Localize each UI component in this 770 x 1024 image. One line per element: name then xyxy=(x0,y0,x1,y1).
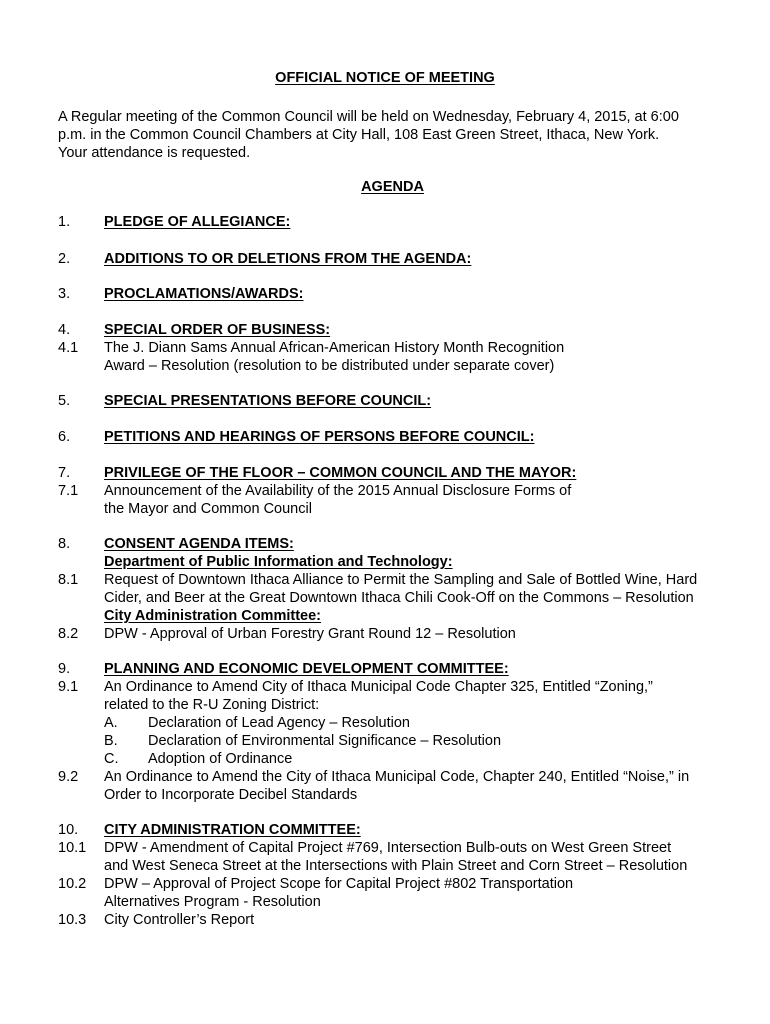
item-text-line-1: An Ordinance to Amend City of Ithaca Municipal Code Chapter 325, Entitled “Zoning,” xyxy=(104,679,653,695)
item-text-line-2: Award – Resolution (resolution to be distributed under separate cover) xyxy=(104,358,555,374)
item-text-line-1: Request of Downtown Ithaca Alliance to Permit the Sampling and Sale of Bottled Wine, Hard xyxy=(104,572,698,588)
item-text: City Controller’s Report xyxy=(104,912,255,928)
item-text-line-2: Order to Incorporate Decibel Standards xyxy=(104,787,358,803)
agenda-heading: AGENDA xyxy=(361,179,424,195)
item-heading: CONSENT AGENDA ITEMS: xyxy=(104,536,294,552)
sub-item-letter: B. xyxy=(104,733,118,749)
item-heading: SPECIAL PRESENTATIONS BEFORE COUNCIL: xyxy=(104,393,432,409)
item-number: 10.2 xyxy=(58,876,87,892)
item-heading: PROCLAMATIONS/AWARDS: xyxy=(104,286,304,302)
item-number: 7. xyxy=(58,465,71,481)
item-number: 5. xyxy=(58,393,71,409)
item-number: 10.1 xyxy=(58,840,87,856)
document-title: OFFICIAL NOTICE OF MEETING xyxy=(275,70,495,86)
item-number: 4.1 xyxy=(58,340,79,356)
item-text-line-2: Alternatives Program - Resolution xyxy=(104,894,321,910)
item-text-line-2: Cider, and Beer at the Great Downtown Ithaca Chili Cook-Off on the Commons – Resolution xyxy=(104,590,694,606)
intro-line-3: Your attendance is requested. xyxy=(58,145,251,161)
item-text-line-2: the Mayor and Common Council xyxy=(104,501,312,517)
item-number: 9.1 xyxy=(58,679,79,695)
sub-item-letter: C. xyxy=(104,751,119,767)
item-heading: CITY ADMINISTRATION COMMITTEE: xyxy=(104,822,361,838)
committee-heading: Department of Public Information and Technology: xyxy=(104,554,453,570)
sub-item-text: Declaration of Lead Agency – Resolution xyxy=(148,715,410,731)
item-text-line-1: The J. Diann Sams Annual African-American History Month Recognition xyxy=(104,340,565,356)
item-heading: SPECIAL ORDER OF BUSINESS: xyxy=(104,322,331,338)
sub-item-text: Adoption of Ordinance xyxy=(148,751,293,767)
item-heading: PRIVILEGE OF THE FLOOR – COMMON COUNCIL AND THE MAYOR: xyxy=(104,465,577,481)
item-text-line-2: related to the R-U Zoning District: xyxy=(104,697,320,713)
item-heading: ADDITIONS TO OR DELETIONS FROM THE AGENDA: xyxy=(104,251,472,267)
item-number: 8.2 xyxy=(58,626,79,642)
item-number: 9. xyxy=(58,661,71,677)
item-number: 6. xyxy=(58,429,71,445)
item-text-line-1: Announcement of the Availability of the 2015 Annual Disclosure Forms of xyxy=(104,483,572,499)
item-text-line-2: and West Seneca Street at the Intersections with Plain Street and Corn Street – Resolution xyxy=(104,858,688,874)
sub-item-text: Declaration of Environmental Significance – Resolution xyxy=(148,733,502,749)
item-heading: PLANNING AND ECONOMIC DEVELOPMENT COMMITTEE: xyxy=(104,661,509,677)
item-number: 8. xyxy=(58,536,71,552)
item-text-line-1: DPW - Amendment of Capital Project #769, Intersection Bulb-outs on West Green Street xyxy=(104,840,672,856)
item-heading: PETITIONS AND HEARINGS OF PERSONS BEFORE COUNCIL: xyxy=(104,429,535,445)
sub-item-letter: A. xyxy=(104,715,118,731)
committee-heading: City Administration Committee: xyxy=(104,608,321,624)
item-number: 2. xyxy=(58,251,71,267)
item-number: 7.1 xyxy=(58,483,79,499)
intro-line-2: p.m. in the Common Council Chambers at City Hall, 108 East Green Street, Ithaca, New York. xyxy=(58,127,660,143)
item-number: 1. xyxy=(58,214,71,230)
item-number: 9.2 xyxy=(58,769,79,785)
item-heading: PLEDGE OF ALLEGIANCE: xyxy=(104,214,291,230)
item-text-line-1: DPW – Approval of Project Scope for Capital Project #802 Transportation xyxy=(104,876,574,892)
intro-line-1: A Regular meeting of the Common Council will be held on Wednesday, February 4, 2015, at 6:00 xyxy=(58,109,679,125)
item-number: 8.1 xyxy=(58,572,79,588)
item-number: 10.3 xyxy=(58,912,87,928)
item-number: 3. xyxy=(58,286,71,302)
item-text: DPW - Approval of Urban Forestry Grant Round 12 – Resolution xyxy=(104,626,516,642)
item-text-line-1: An Ordinance to Amend the City of Ithaca Municipal Code, Chapter 240, Entitled “Noise,” in xyxy=(104,769,690,785)
item-number: 10. xyxy=(58,822,79,838)
item-number: 4. xyxy=(58,322,71,338)
